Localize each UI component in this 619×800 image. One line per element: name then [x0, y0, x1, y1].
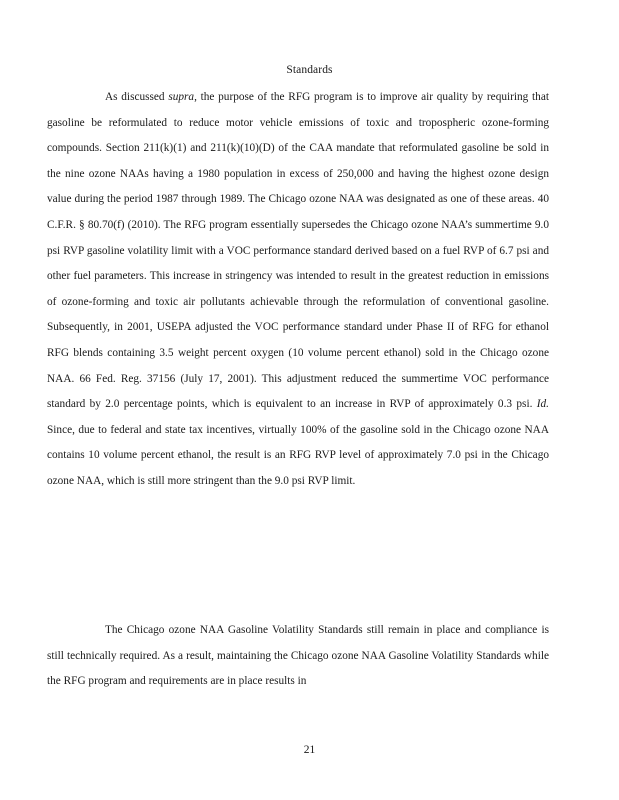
- paragraph-2-text: The Chicago ozone NAA Gasoline Volatility Standards still remain in place and compliance is still technically required. As a result, maintaining the Chicago ozone NAA Gasoline Volatility Standards while the RFG program and requirements are in place results in: [47, 624, 549, 688]
- paragraph-1-text-a: As discussed: [105, 91, 169, 103]
- paragraph-2: [47, 618, 549, 695]
- citation-id: Id.: [536, 398, 549, 411]
- section-heading: Standards: [286, 64, 333, 76]
- page-number: 21: [303, 744, 316, 756]
- paragraph-1-text-c: Since, due to federal and state tax incentives, virtually 100% of the gasoline sold in the Chicago ozone NAA contains 10 volume percent ethanol, the result is an RFG RVP level of approximately 7.0 psi in the Chicago ozone NAA, which is still more stringent than the 9.0 psi RVP limit.: [47, 423, 549, 487]
- citation-supra: supra: [168, 91, 195, 103]
- paragraph-1: [47, 85, 549, 495]
- paragraph-1-text-b: , the purpose of the RFG program is to improve air quality by requiring that gasoline be reformulated to reduce motor vehicle emissions of toxic and tropospheric ozone-forming compounds. Section 211(k)(1) and 211(k)(10)(D) of the CAA mandate that reformulated gasoline be sold in the nine ozone NAAs having a 1980 population in excess of 250,000 and having the highest ozone design value during the period 1987 through 1989. The Chicago ozone NAA was designated as one of these areas. 40 C.F.R. § 80.70(f) (2010). The RFG program essentially supersedes the Chicago ozone NAA’s summertime 9.0 psi RVP gasoline volatility limit with a VOC performance standard derived based on a fuel RVP of 6.7 psi and other fuel parameters. This increase in stringency was intended to result in the greatest reduction in emissions of ozone-forming and toxic air pollutants achievable through the reformulation of conventional gasoline. Subsequently, in 2001, USEPA adjusted the VOC performance standard under Phase II of RFG for ethanol RFG blends containing 3.5 weight percent oxygen (10 volume percent ethanol) sold in the Chicago ozone NAA. 66 Fed. Reg. 37156 (July 17, 2001). This adjustment reduced the summertime VOC performance standard by 2.0 percentage points, which is equivalent to an increase in RVP of approximately 0.3 psi.: [47, 91, 549, 411]
